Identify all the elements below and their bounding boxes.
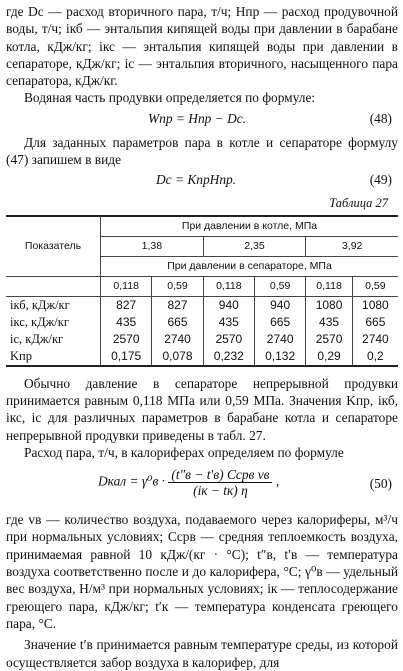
formula-48-row bbox=[6, 110, 398, 130]
document-page bbox=[6, 3, 398, 671]
paragraph-variable-definitions: где vв — количество воздуха, подаваемого через калориферы, м³/ч при нормальных условиях; Cсрв — средняя теплоемкость воздуха, принимаемая равной 10 кДж/(кг · °С); t″в, t′в — температура воздуха соответственно после и до калорифера, °С; γ⁰в — удельный вес воздуха, Н/м³ при нормальных условиях; iк — теплосодержание греющего пара, кДж/кг; t′к — температура конденсата греющего пара, °С. bbox=[6, 512, 398, 631]
table-separator-pressure: 0,59 bbox=[152, 276, 203, 296]
table-separator-pressure: 0,118 bbox=[101, 276, 152, 296]
table-cell: 0,232 bbox=[203, 348, 254, 366]
table-separator-pressure: 0,59 bbox=[352, 276, 398, 296]
table-boiler-pressure: 3,92 bbox=[306, 236, 398, 256]
table-separator-pressure: 0,59 bbox=[254, 276, 305, 296]
formula-50-tail: , bbox=[275, 473, 280, 489]
formula-50 bbox=[98, 467, 279, 498]
table-cell: 665 bbox=[152, 314, 203, 331]
paragraph-separator-pressure: Обычно давление в сепараторе непрерывной продувки принимается равным 0,118 МПа или 0,59 МПа. Значения Kпр, iкб, iкс, iс для различных параметров в барабане котла и сепараторе непрерывной продувки приведены в табл. 27. bbox=[6, 375, 398, 443]
table-cell: 2740 bbox=[152, 331, 203, 348]
formula-50-row bbox=[6, 465, 398, 505]
table-cell: 2570 bbox=[101, 331, 152, 348]
table-separator-pressure: 0,118 bbox=[306, 276, 352, 296]
equation-number-48: (48) bbox=[369, 110, 392, 126]
table-row-label: iс, кДж/кг bbox=[6, 331, 101, 348]
formula-49: Dс = KпрHпр. bbox=[156, 172, 237, 188]
formula-50-denominator: (iк − tк) η bbox=[193, 483, 248, 499]
table-cell: 435 bbox=[101, 314, 152, 331]
table-cell: 0,132 bbox=[254, 348, 305, 366]
equation-number-50: (50) bbox=[369, 476, 392, 492]
table-boiler-pressure: 2,35 bbox=[203, 236, 306, 256]
table-row bbox=[6, 314, 398, 331]
table-cell: 665 bbox=[254, 314, 305, 331]
formula-50-numerator: (t″в − t′в) Cсрв vв bbox=[168, 467, 272, 483]
table-row-label: iкс, кДж/кг bbox=[6, 314, 101, 331]
table-cell: 2740 bbox=[254, 331, 305, 348]
table-cell: 665 bbox=[352, 314, 398, 331]
table-boiler-header: При давлении в котле, МПа bbox=[101, 216, 399, 237]
paragraph-given-parameters: Для заданных параметров пара в котле и сепараторе формулу (47) запишем в виде bbox=[6, 134, 398, 168]
table-cell: 940 bbox=[254, 296, 305, 314]
table-row bbox=[6, 296, 398, 314]
paragraph-steam-consumption: Расход пара, т/ч, в калориферах определяем по формуле bbox=[24, 444, 344, 460]
table-caption: Таблица 27 bbox=[329, 196, 388, 211]
paragraph-air-temperature: Значение t′в принимается равным температуре среды, из которой осуществляется забор воздуха в калорифер, для bbox=[6, 637, 398, 670]
table-empty-cell bbox=[6, 276, 101, 296]
table-cell: 435 bbox=[203, 314, 254, 331]
table-cell: 2570 bbox=[306, 331, 352, 348]
table-cell: 2740 bbox=[352, 331, 398, 348]
table-separator-pressure: 0,118 bbox=[203, 276, 254, 296]
table-cell: 1080 bbox=[306, 296, 352, 314]
table-cell: 0,175 bbox=[101, 348, 152, 366]
table-cell: 435 bbox=[306, 314, 352, 331]
table-separator-header: При давлении в сепараторе, МПа bbox=[101, 256, 399, 276]
table-cell: 940 bbox=[203, 296, 254, 314]
table-cell: 0,29 bbox=[306, 348, 352, 366]
table-cell: 0,2 bbox=[352, 348, 398, 366]
table-cell: 0,078 bbox=[152, 348, 203, 366]
equation-number-49: (49) bbox=[369, 172, 392, 188]
table-cell: 827 bbox=[101, 296, 152, 314]
table-cell: 2570 bbox=[203, 331, 254, 348]
paragraph-definitions: где Dс — расход вторичного пара, т/ч; Hпр — расход продувочной воды, т/ч; iкб — энтальпия кипящей воды при давлении в барабане котла, кДж/кг; iкс — энтальпия кипящей воды при давлении в сепараторе, кДж/кг; iс — энтальпия вторичного, насыщенного пара сепаратора, кДж/кг. bbox=[6, 4, 398, 89]
table-row bbox=[6, 348, 398, 366]
formula-48: Wпр = Hпр − Dс. bbox=[148, 110, 247, 126]
paragraph-water-part: Водяная часть продувки определяется по формуле: bbox=[24, 90, 316, 106]
formula-50-left: Dкал = γ⁰в · bbox=[98, 473, 166, 489]
table-row-label: iкб, кДж/кг bbox=[6, 296, 101, 314]
table-row bbox=[6, 331, 398, 348]
table-boiler-pressure: 1,38 bbox=[101, 236, 204, 256]
table-row-label: Kпр bbox=[6, 348, 101, 366]
table-row-header: Показатель bbox=[6, 216, 101, 277]
formula-50-fraction bbox=[168, 467, 272, 498]
formula-49-row bbox=[6, 171, 398, 191]
data-table bbox=[6, 215, 398, 367]
table-cell: 1080 bbox=[352, 296, 398, 314]
table-cell: 827 bbox=[152, 296, 203, 314]
